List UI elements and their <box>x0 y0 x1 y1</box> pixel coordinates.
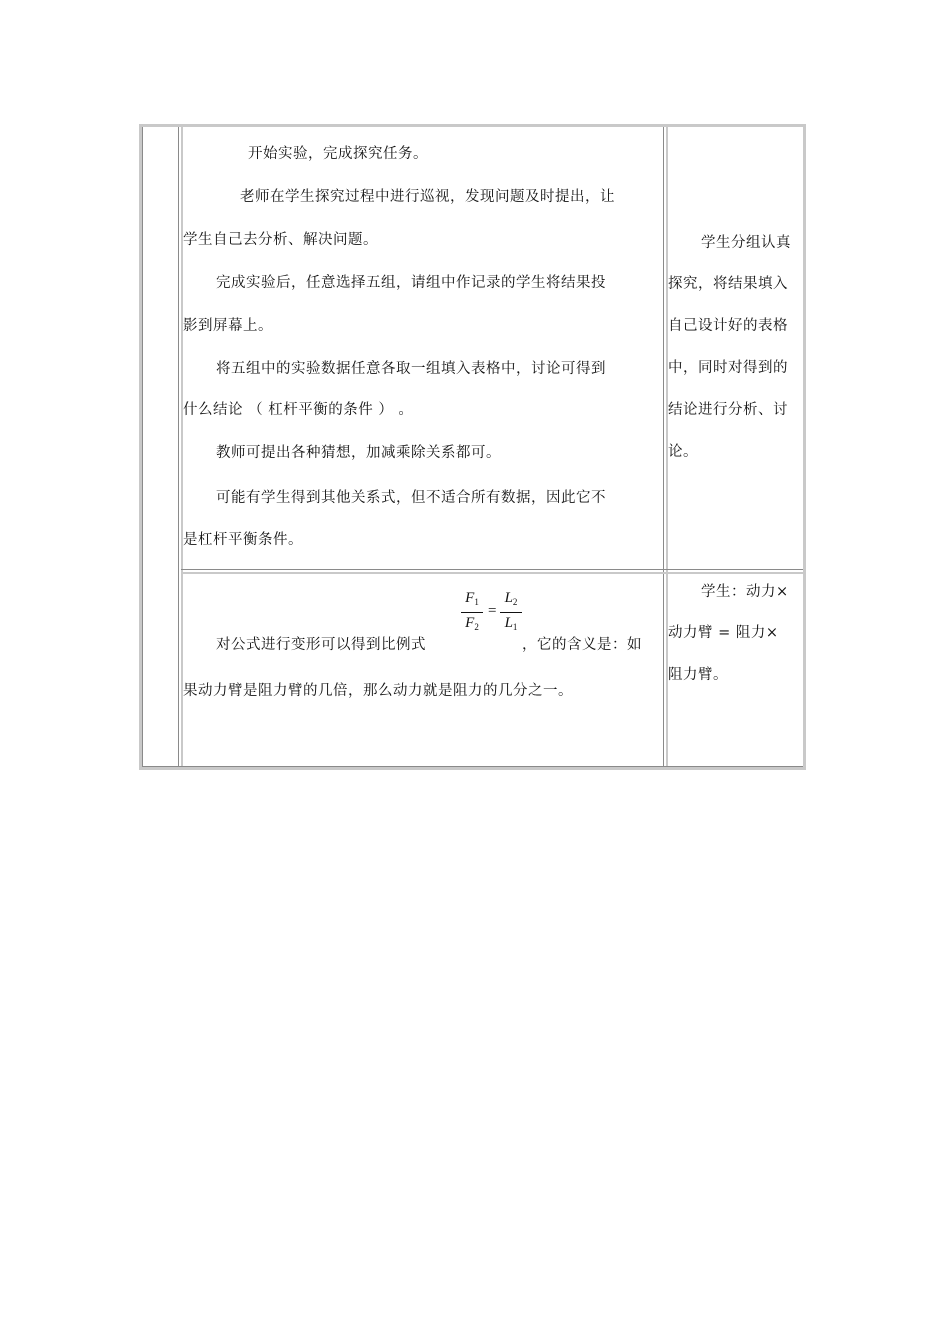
text-line: 是杠杆平衡条件。 <box>183 532 303 548</box>
formula-subscript: 2 <box>512 597 518 607</box>
text-line: 论。 <box>668 444 698 460</box>
table-divider-row <box>181 569 803 570</box>
text-line: 将五组中的实验数据任意各取一组填入表格中，讨论可得到 <box>216 361 606 377</box>
formula-subscript: 1 <box>474 597 479 607</box>
table-divider-col1b <box>181 127 183 767</box>
formula-equals: = <box>488 603 497 619</box>
text-line: 老师在学生探究过程中进行巡视，发现问题及时提出，让 <box>240 189 615 205</box>
text-line: 果动力臂是阻力臂的几倍，那么动力就是阻力的几分之一。 <box>183 683 573 699</box>
text-line: 阻力臂。 <box>668 667 728 683</box>
text-line: 学生分组认真 <box>701 235 791 251</box>
formula-symbol: F <box>465 615 475 631</box>
table-divider-rowb <box>181 572 803 574</box>
formula-symbol: L <box>504 590 513 606</box>
fraction-arm <box>500 590 524 642</box>
text-line: 教师可提出各种猜想，加减乘除关系都可。 <box>216 445 501 461</box>
text-line: 动力臂 = 阻力× <box>668 625 779 641</box>
fraction-force <box>461 590 485 642</box>
text-line: 探究，将结果填入 <box>668 276 788 292</box>
text-line: 开始实验，完成探究任务。 <box>248 146 428 162</box>
text-line: 影到屏幕上。 <box>183 318 273 334</box>
table-divider-bottom <box>142 766 803 767</box>
text-line: 什么结论 （ 杠杆平衡的条件 ） 。 <box>183 402 414 418</box>
text-line: 中，同时对得到的 <box>668 360 788 376</box>
text-line: 学生：动力× <box>701 584 789 600</box>
text-line: 自己设计好的表格 <box>668 318 788 334</box>
table-divider-left <box>142 127 143 767</box>
text-line: 结论进行分析、讨 <box>668 402 788 418</box>
formula-symbol: L <box>504 615 513 631</box>
text-line: ，它的含义是：如 <box>522 637 642 653</box>
formula-subscript: 2 <box>474 622 479 632</box>
table-divider-col1 <box>178 127 179 767</box>
text-line: 完成实验后，任意选择五组，请组中作记录的学生将结果投 <box>216 275 606 291</box>
text-line: 学生自己去分析、解决问题。 <box>183 232 378 248</box>
table-divider-col2 <box>663 127 664 767</box>
formula-symbol: F <box>465 590 475 606</box>
text-line: 可能有学生得到其他关系式，但不适合所有数据，因此它不 <box>216 490 606 506</box>
text-line: 对公式进行变形可以得到比例式 <box>216 637 426 653</box>
formula-subscript: 1 <box>512 622 518 632</box>
